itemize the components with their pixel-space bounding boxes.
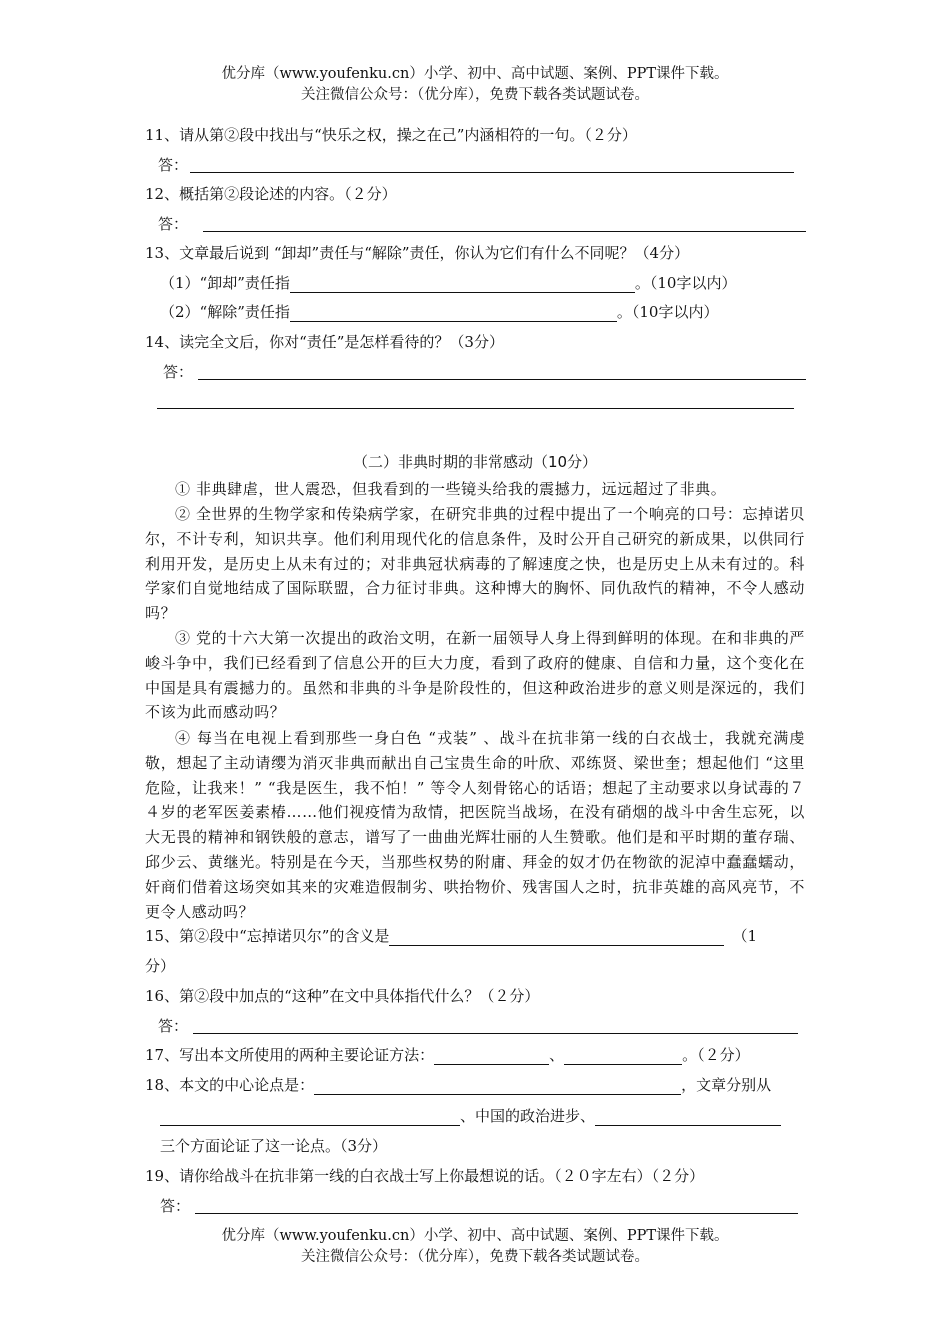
footer-line-2: 关注微信公众号：（优分库），免费下载各类试题试卷。	[301, 1249, 649, 1265]
q13-part-1-label: （1）“卸却”责任指	[160, 274, 290, 292]
question-18	[145, 1075, 771, 1095]
question-19: 19、请你给战斗在抗非第一线的白衣战士写上你最想说的话。（２０字左右）（２分）	[145, 1167, 705, 1185]
question-15-tail-2: 分）	[145, 957, 176, 975]
question-15	[145, 926, 757, 946]
question-16: 16、第②段中加点的“这种”在文中具体指代什么？（２分）	[145, 987, 540, 1005]
q18-blank-3[interactable]	[595, 1109, 781, 1126]
answer-line-19[interactable]	[195, 1213, 798, 1214]
question-15-tail: （1	[732, 927, 757, 945]
passage-paragraph-4: ④ 每当在电视上看到那些一身白色 “戎装” 、战斗在抗非第一线的白衣战士，我就充满虔敬，想起了主动请缨为消灭非典而献出自己宝贵生命的叶欣、邓练贤、梁世奎；想起他们 “这里危险，让我来！” “我是医生，我不怕！” 等令人刻骨铭心的话语；想起了主动要求以身试毒的７４岁的老军医姜素椿……他们视疫情为敌情，把医院当战场，在没有硝烟的战斗中舍生忘死，以大无畏的精神和钢铁般的意志，谱写了一曲曲光辉壮丽的人生赞歌。他们是和平时期的董存瑞、邱少云、黄继光。特别是在今天，当那些权势的附庸、拜金的奴才仍在物欲的泥淖中蠢蠢蠕动，奸商们借着这场突如其来的灾难造假制劣、哄抬物价、残害国人之时，抗非英雄的高风亮节，不更令人感动吗？	[145, 729, 805, 921]
question-18-mid: 、中国的政治进步、	[460, 1107, 596, 1125]
answer-line-14b[interactable]	[157, 408, 794, 409]
answer-line-14a[interactable]	[198, 379, 806, 380]
q13-part-2-tail: 。（10字以内）	[616, 303, 719, 321]
question-15-text: 15、第②段中“忘掉诺贝尔”的含义是	[145, 927, 390, 945]
answer-line-16[interactable]	[193, 1033, 798, 1034]
answer-label-12: 答：	[158, 215, 189, 233]
question-18-text: 18、本文的中心论点是：	[145, 1076, 315, 1094]
answer-line-12[interactable]	[203, 231, 806, 232]
question-17-sep: 、	[549, 1046, 565, 1064]
q18-blank-1[interactable]	[314, 1078, 681, 1095]
q13-part-1-blank[interactable]	[290, 276, 635, 293]
footer-line-1: 优分库（www.youfenku.cn）小学、初中、高中试题、案例、PPT课件下载。	[221, 1228, 729, 1244]
question-17	[145, 1045, 750, 1065]
question-18-tail: ，文章分别从	[681, 1076, 772, 1094]
answer-label-19: 答：	[160, 1197, 191, 1215]
q13-part-1-tail: 。（10字以内）	[634, 274, 737, 292]
q13-part-2-blank[interactable]	[290, 305, 617, 322]
answer-line-11[interactable]	[190, 172, 794, 173]
section-title: （二）非典时期的非常感动（10分）	[352, 453, 598, 471]
header-line-2: 关注微信公众号：（优分库），免费下载各类试题试卷。	[301, 87, 649, 103]
question-18-line-2	[160, 1106, 781, 1126]
answer-label-11: 答：	[158, 156, 189, 174]
answer-label-16: 答：	[158, 1017, 189, 1035]
q18-blank-2[interactable]	[160, 1109, 460, 1126]
question-17-tail: 。（２分）	[682, 1046, 750, 1064]
question-12: 12、概括第②段论述的内容。（２分）	[145, 185, 397, 203]
question-13: 13、文章最后说到 “卸却”责任与“解除”责任，你认为它们有什么不同呢？（4分）	[145, 244, 690, 262]
question-18-end: 三个方面论证了这一论点。（3分）	[160, 1137, 388, 1155]
q15-blank[interactable]	[389, 929, 724, 946]
header-line-1: 优分库（www.youfenku.cn）小学、初中、高中试题、案例、PPT课件下载。	[221, 66, 729, 82]
passage-paragraph-1: ① 非典肆虐，世人震恐，但我看到的一些镜头给我的震撼力，远远超过了非典。	[175, 480, 727, 498]
passage-paragraph-3: ③ 党的十六大第一次提出的政治文明，在新一届领导人身上得到鲜明的体现。在和非典的严峻斗争中，我们已经看到了信息公开的巨大力度，看到了政府的健康、自信和力量，这个变化在中国是具有震撼力的。虽然和非典的斗争是阶段性的，但这种政治进步的意义则是深远的，我们不该为此而感动吗？	[145, 629, 805, 722]
q13-part-2	[160, 302, 718, 322]
question-11: 11、请从第②段中找出与“快乐之权，操之在己”内涵相符的一句。（２分）	[145, 126, 637, 144]
passage-paragraph-2: ② 全世界的生物学家和传染病学家，在研究非典的过程中提出了一个响亮的口号：忘掉诺贝尔，不计专利，知识共享。他们利用现代化的信息条件，及时公开自己研究的新成果，以供同行利用开发，是历史上从未有过的；对非典冠状病毒的了解速度之快，也是历史上从未有过的。科学家们自觉地结成了国际联盟，合力征讨非典。这种博大的胸怀、同仇敌忾的精神，不令人感动吗？	[145, 505, 805, 623]
answer-label-14: 答：	[163, 363, 194, 381]
page-header	[0, 64, 950, 106]
q17-blank-1[interactable]	[434, 1048, 549, 1065]
question-14: 14、读完全文后，你对“责任”是怎样看待的？（3分）	[145, 333, 504, 351]
question-17-text: 17、写出本文所使用的两种主要论证方法：	[145, 1046, 435, 1064]
q13-part-1	[160, 273, 736, 293]
q17-blank-2[interactable]	[564, 1048, 682, 1065]
page-footer	[0, 1226, 950, 1268]
q13-part-2-label: （2）“解除”责任指	[160, 303, 290, 321]
